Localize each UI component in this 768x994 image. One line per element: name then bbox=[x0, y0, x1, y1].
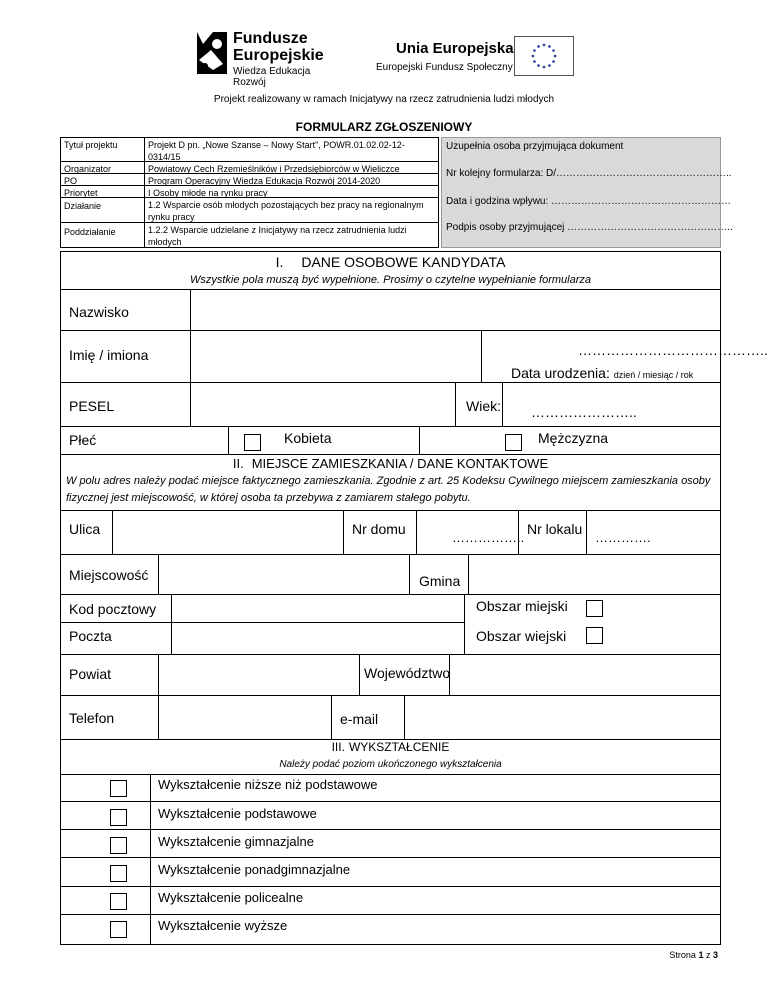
ue-logo-title: Unia Europejska bbox=[396, 40, 514, 57]
section1-number: I. bbox=[275, 254, 284, 270]
info-label-title: Tytuł projektu bbox=[64, 140, 118, 150]
female-label: Kobieta bbox=[284, 430, 332, 446]
info-value-action: 1.2 Wsparcie osób młodych pozostających bez pracy na regionalnym rynku pracy bbox=[148, 200, 424, 222]
eu-flag-icon bbox=[514, 36, 574, 76]
office-signature[interactable]: Podpis osoby przyjmującej ………………………………………….. bbox=[446, 222, 733, 233]
female-checkbox[interactable] bbox=[244, 434, 261, 451]
office-title: Uzupełnia osoba przyjmująca dokument bbox=[446, 141, 624, 152]
street-label: Ulica bbox=[69, 521, 101, 537]
education-checkbox-lower-secondary[interactable] bbox=[110, 837, 127, 854]
age-label: Wiek: bbox=[466, 398, 501, 414]
education-option-post-secondary: Wykształcenie policealne bbox=[158, 890, 304, 905]
section3-title: WYKSZTAŁCENIE bbox=[348, 740, 450, 754]
header-subtitle: Projekt realizowany w ramach Inicjatywy na rzecz zatrudnienia ludzi młodych bbox=[213, 94, 555, 105]
voivodeship-label: Województwo bbox=[364, 665, 451, 681]
postal-code-label: Kod pocztowy bbox=[69, 601, 157, 617]
page-total: 3 bbox=[712, 950, 718, 960]
education-checkbox-higher[interactable] bbox=[110, 921, 127, 938]
education-checkbox-below-primary[interactable] bbox=[110, 780, 127, 797]
info-value-title: Projekt D pn. „Nowe Szanse – Nowy Start", POWR.01.02.02-12-0314/15 bbox=[148, 140, 405, 162]
house-number-label: Nr domu bbox=[352, 521, 406, 537]
education-option-below-primary: Wykształcenie niższe niż podstawowe bbox=[158, 777, 378, 792]
page-prefix: Strona bbox=[669, 950, 696, 960]
info-value-po: Program Operacyjny Wiedza Edukacja Rozwój 2014-2020 bbox=[148, 176, 381, 186]
page-number bbox=[669, 950, 718, 960]
ue-logo-sub: Europejski Fundusz Społeczny bbox=[376, 62, 513, 73]
section3-number: III. bbox=[331, 740, 345, 754]
education-option-primary: Wykształcenie podstawowe bbox=[158, 806, 317, 821]
post-office-label: Poczta bbox=[69, 628, 112, 644]
male-label: Mężczyzna bbox=[538, 430, 609, 446]
info-label-priority: Priorytet bbox=[64, 188, 98, 198]
section2-note: W polu adres należy podać miejsce faktycznego zamieszkania. Zgodnie z art. 25 Kodeksu Cywilnego miejscem zamieszkania osoby fizycznej jest miejscowość, w której osoba ta przebywa z zamiarem stałego pobytu. bbox=[66, 475, 711, 504]
info-label-action: Działanie bbox=[64, 201, 102, 211]
email-label: e-mail bbox=[340, 711, 379, 727]
education-option-higher: Wykształcenie wyższe bbox=[158, 918, 288, 933]
fe-logo-line1: Fundusze bbox=[233, 30, 308, 47]
male-checkbox[interactable] bbox=[505, 434, 522, 451]
fe-logo-sub: Wiedza Edukacja Rozwój bbox=[233, 66, 311, 88]
education-checkbox-post-secondary[interactable] bbox=[110, 893, 127, 910]
street-field[interactable] bbox=[113, 511, 343, 553]
office-form-number[interactable]: Nr kolejny formularza: D/…………………………………………….. bbox=[446, 168, 732, 179]
post-office-field[interactable] bbox=[172, 623, 464, 653]
education-checkbox-upper-secondary[interactable] bbox=[110, 865, 127, 882]
fe-logo-icon bbox=[193, 30, 229, 76]
section1-note: Wszystkie pola muszą być wypełnione. Prosimy o czytelne wypełnianie formularza bbox=[189, 274, 592, 286]
voivodeship-field[interactable] bbox=[450, 655, 720, 694]
surname-label: Nazwisko bbox=[69, 304, 129, 320]
city-label: Miejscowość bbox=[69, 567, 149, 583]
flat-number-label: Nr lokalu bbox=[527, 521, 583, 537]
dob-dots[interactable]: ………………………………….. bbox=[578, 342, 768, 358]
education-option-upper-secondary: Wykształcenie ponadgimnazjalne bbox=[158, 862, 351, 877]
page-of: z bbox=[705, 950, 711, 960]
county-label: Powiat bbox=[69, 666, 112, 682]
fe-logo bbox=[193, 30, 343, 88]
rural-area-label: Obszar wiejski bbox=[476, 628, 567, 644]
sex-label: Płeć bbox=[69, 432, 97, 448]
info-value-organizer: Powiatowy Cech Rzemieślników i Przedsiębiorców w Wieliczce bbox=[148, 164, 400, 174]
pesel-field[interactable] bbox=[191, 383, 455, 425]
commune-field[interactable] bbox=[469, 555, 720, 593]
pesel-label: PESEL bbox=[69, 398, 115, 414]
names-label: Imię / imiona bbox=[69, 347, 149, 363]
dob-label bbox=[511, 365, 693, 381]
email-field[interactable] bbox=[405, 696, 720, 738]
dob-label-text: Data urodzenia: bbox=[511, 365, 610, 381]
info-label-organizer: Organizator bbox=[64, 164, 112, 174]
flat-number-dots[interactable]: …………. bbox=[595, 530, 651, 545]
section3-note: Należy podać poziom ukończonego wykształcenia bbox=[279, 759, 502, 770]
phone-label: Telefon bbox=[69, 710, 115, 726]
commune-label: Gmina bbox=[419, 573, 461, 589]
section3-heading bbox=[60, 740, 721, 754]
section2-heading bbox=[60, 456, 721, 471]
age-dots[interactable]: ………………….. bbox=[531, 404, 637, 420]
ue-logo-text bbox=[376, 40, 516, 73]
info-label-subaction: Poddziałanie bbox=[64, 227, 116, 237]
county-field[interactable] bbox=[159, 655, 359, 694]
phone-field[interactable] bbox=[159, 696, 331, 738]
education-option-lower-secondary: Wykształcenie gimnazjalne bbox=[158, 834, 314, 849]
dob-hint: dzień / miesiąc / rok bbox=[613, 370, 694, 380]
office-date[interactable]: Data i godzina wpływu: ……………………………………………… bbox=[446, 196, 732, 207]
info-value-subaction: 1.2.2 Wsparcie udzielane z Inicjatywy na rzecz zatrudnienia ludzi młodych bbox=[148, 225, 407, 247]
form-title: FORMULARZ ZGŁOSZENIOWY bbox=[295, 120, 473, 134]
section1-title: DANE OSOBOWE KANDYDATA bbox=[301, 254, 506, 270]
section2-number: II. bbox=[232, 456, 244, 471]
city-field[interactable] bbox=[159, 555, 409, 593]
surname-field[interactable] bbox=[191, 290, 720, 329]
section2-title: MIEJSCE ZAMIESZKANIA / DANE KONTAKTOWE bbox=[251, 456, 549, 471]
page-current: 1 bbox=[698, 950, 704, 960]
fe-logo-line2: Europejskie bbox=[233, 47, 324, 64]
postal-code-field[interactable] bbox=[172, 595, 464, 621]
urban-area-checkbox[interactable] bbox=[586, 600, 603, 617]
house-number-dots[interactable]: …………….. bbox=[452, 530, 525, 545]
info-label-po: PO bbox=[64, 176, 78, 186]
rural-area-checkbox[interactable] bbox=[586, 627, 603, 644]
names-field[interactable] bbox=[191, 331, 481, 381]
education-checkbox-primary[interactable] bbox=[110, 809, 127, 826]
section1-heading bbox=[60, 254, 721, 270]
urban-area-label: Obszar miejski bbox=[476, 598, 568, 614]
info-value-priority: I Osoby młode na rynku pracy bbox=[148, 188, 268, 198]
